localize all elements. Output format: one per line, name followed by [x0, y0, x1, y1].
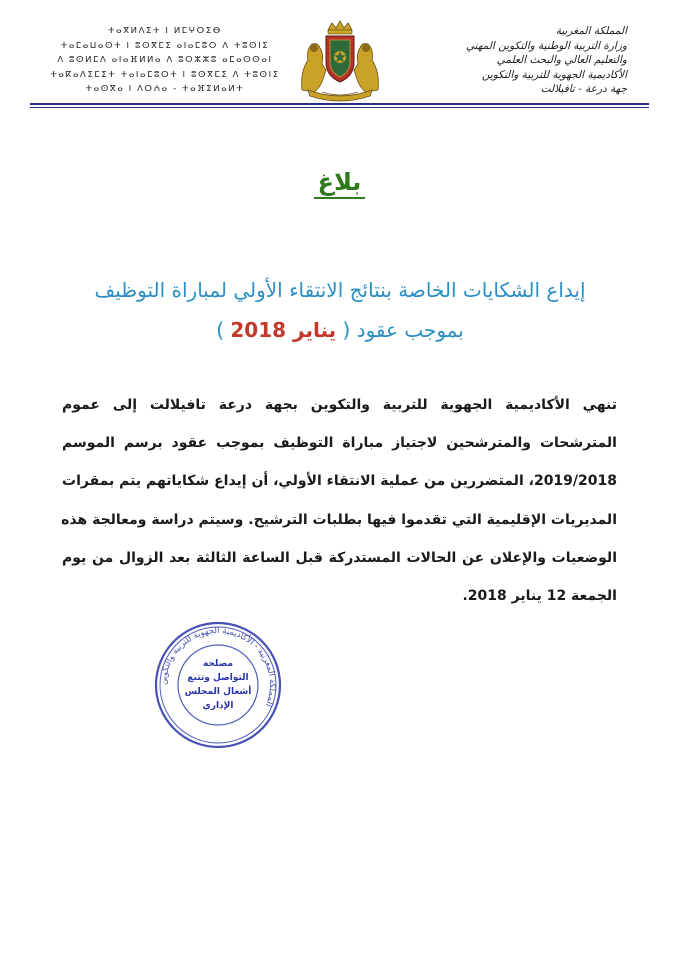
letterhead-rule-thin: [30, 107, 649, 108]
stamp-center-line: التواصل وتتبع: [187, 673, 249, 683]
document-title: [0, 168, 679, 196]
royal-coat-of-arms-icon: [292, 20, 388, 102]
official-stamp-icon: [148, 620, 288, 750]
letterhead-tifinagh-line: ⵜⴰⴽⴰⴷⵉⵎⵉⵜ ⵜⴰⵏⴰⵎⵓⵔⵜ ⵏ ⵓⵙⴳⵎⵉ ⴷ ⵜⵓⵙⵏⵉ: [50, 69, 280, 80]
body-line: الوضعيات والإعلان عن الحالات المستدركة قبل الساعة الثالثة بعد الزوال من يوم: [62, 549, 617, 566]
announcement-body: [62, 386, 617, 615]
letterhead-arabic-line: جهة درعة - تافيلالت: [540, 83, 627, 95]
stamp-ring-text: المملكة المغربية - الأكاديمية الجهوية للتربية والتكوين: [158, 625, 278, 709]
letterhead: [0, 0, 679, 112]
letterhead-arabic-line: وزارة التربية الوطنية والتكوين المهني: [465, 39, 627, 52]
letterhead-tifinagh: [35, 24, 295, 97]
stamp-center-line: مصلحة: [202, 659, 234, 669]
body-line: المديريات الإقليمية التي تقدموا فيها بطلبات الترشيح. وسيتم دراسة ومعالجة هذه: [61, 511, 617, 528]
subject-prefix: بموجب عقود (: [342, 318, 464, 342]
body-line: 2019/2018، المتضررين من عملية الانتقاء الأولي، أن إيداع شكاياتهم يتم بمقرات: [62, 473, 617, 490]
stamp-center-line: الإداري: [202, 701, 234, 711]
letterhead-arabic-line: المملكة المغربية: [555, 25, 627, 37]
letterhead-tifinagh-line: ⵜⴰⵎⴰⵡⴰⵙⵜ ⵏ ⵓⵙⴳⵎⵉ ⴰⵏⴰⵎⵓⵔ ⴷ ⵜⵓⵙⵏⵉ: [60, 40, 270, 51]
body-line: الجمعة 12 يناير 2018.: [462, 588, 617, 605]
subject-suffix: ): [216, 318, 225, 342]
letterhead-arabic-line: الأكاديمية الجهوية للتربية والتكوين: [481, 68, 627, 81]
letterhead-tifinagh-line: ⴷ ⵓⵙⵍⵎⴷ ⴰⵏⴰⴼⵍⵍⴰ ⴷ ⵓⵔⵣⵣⵓ ⴰⵎⴰⵙⵙⴰⵏ: [57, 55, 273, 65]
letterhead-arabic: [402, 24, 627, 97]
letterhead-tifinagh-line: ⵜⴰⴳⵍⴷⵉⵜ ⵏ ⵍⵎⵖⵔⵉⴱ: [108, 26, 222, 36]
letterhead-tifinagh-line: ⵜⴰⵙⴳⴰ ⵏ ⴷⵔⵄⴰ - ⵜⴰⴼⵉⵍⴰⵍⵜ: [85, 84, 245, 94]
document-title-text: بلاغ: [314, 168, 366, 199]
letterhead-arabic-line: والتعليم العالي والبحث العلمي: [496, 54, 627, 66]
body-line: تنهي الأكاديمية الجهوية للتربية والتكوين بجهة درعة تافيلالت إلى عموم: [62, 397, 617, 413]
body-line: المترشحات والمترشحين لاجتياز مباراة التوظيف بموجب عقود برسم الموسم: [62, 435, 617, 452]
subject-date-highlight: يناير 2018: [230, 318, 337, 342]
subject-line-1: إيداع الشكايات الخاصة بنتائج الانتقاء الأولي لمباراة التوظيف: [94, 278, 586, 302]
stamp-center-line: أشغال المجلس: [184, 687, 252, 697]
subject-line-2: [40, 310, 640, 350]
letterhead-rule: [30, 103, 649, 105]
announcement-subject: [40, 270, 640, 350]
